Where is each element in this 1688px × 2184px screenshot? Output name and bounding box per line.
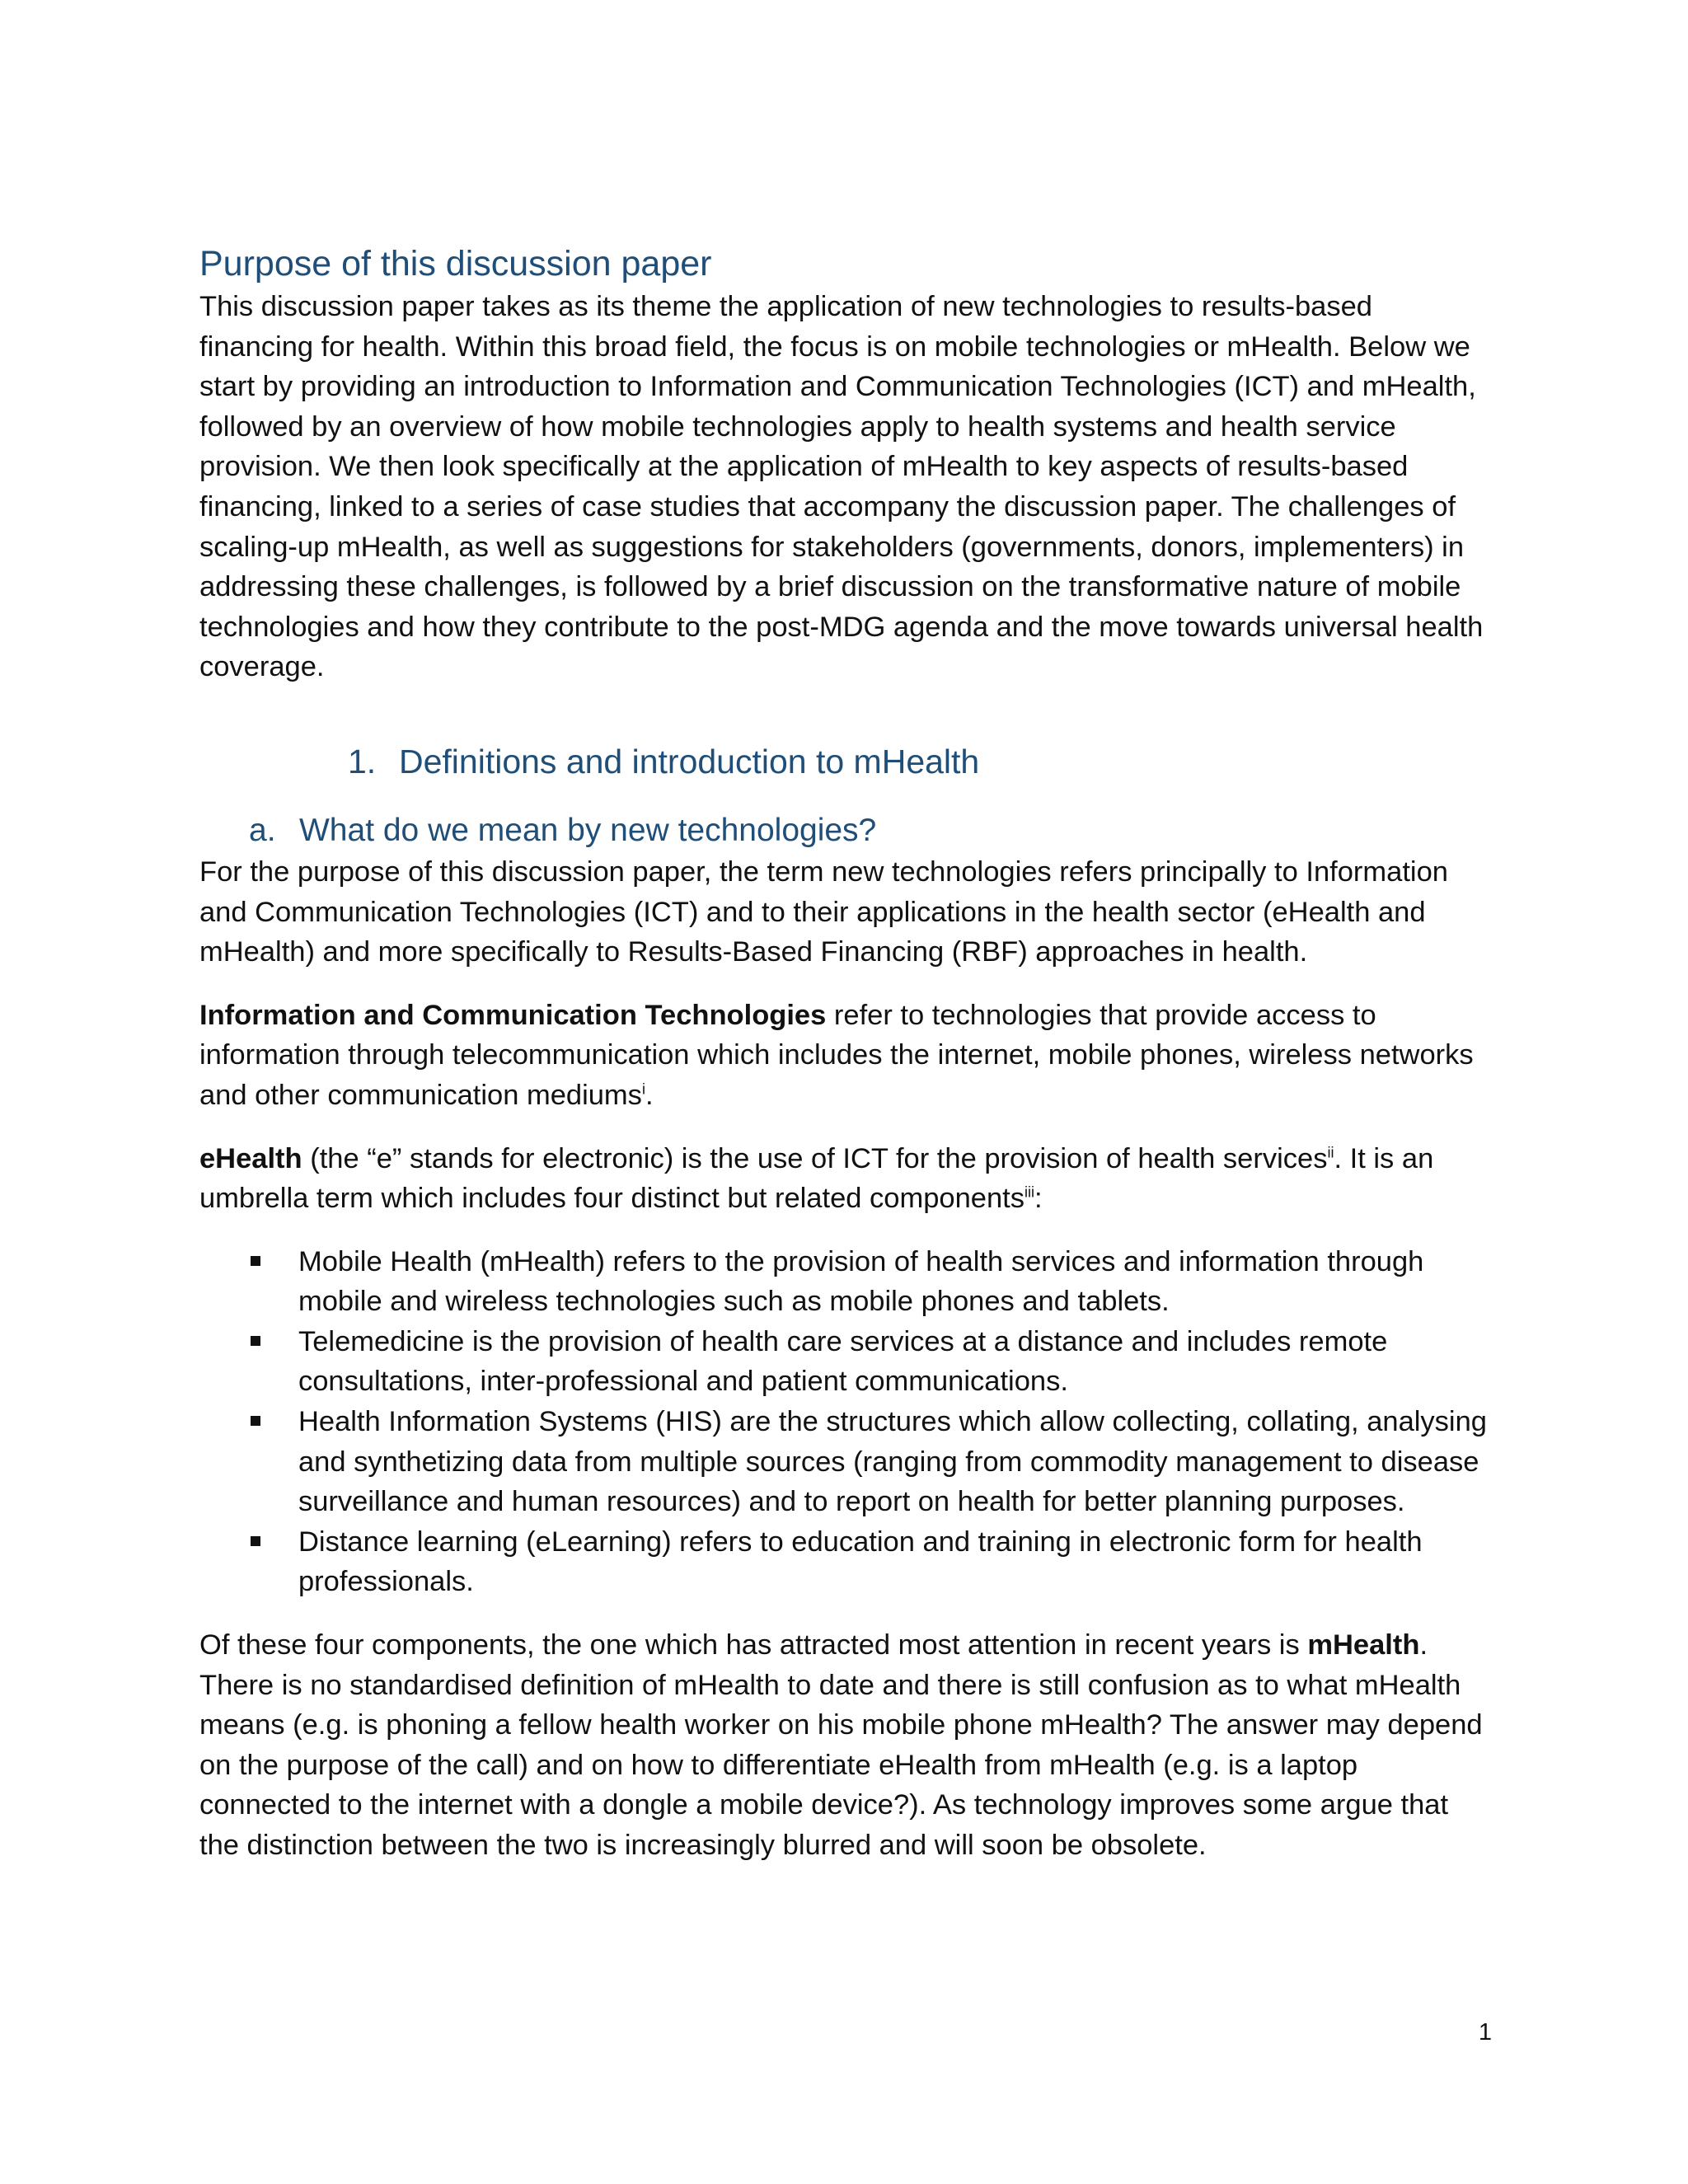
spacer: [199, 1219, 1490, 1242]
square-bullet-icon: [251, 1256, 260, 1266]
new-tech-paragraph: For the purpose of this discussion paper, the term new technologies refers principally to Information and Communication Technologies (ICT) and to their applications in the health sector (eHealth and mHealth) and more specifically to Results-Based Financing (RBF) approaches in health.: [199, 855, 1448, 968]
mhealth-term: mHealth: [1307, 1629, 1420, 1661]
footnote-ref-ii[interactable]: ii: [1327, 1144, 1334, 1160]
spacer: [199, 1602, 1490, 1625]
spacer: [199, 785, 1490, 809]
ehealth-term: eHealth: [199, 1142, 302, 1174]
footnote-ref-iii[interactable]: iii: [1025, 1183, 1034, 1201]
ict-term: Information and Communication Technologies: [199, 999, 827, 1031]
ehealth-text-1: (the “e” stands for electronic) is the use of ICT for the provision of health services: [302, 1142, 1328, 1174]
ict-text: refer to technologies that provide access to information through telecommunication which includes the internet, mobile phones, wireless networks and other communication mediums: [199, 999, 1474, 1111]
subsection-a-heading: [199, 809, 1490, 852]
list-item-text: Distance learning (eLearning) refers to education and training in electronic form for health professionals.: [298, 1526, 1423, 1598]
square-bullet-icon: [251, 1336, 260, 1346]
list-item: [199, 1322, 1490, 1402]
page-content: [199, 241, 1490, 1866]
square-bullet-icon: [251, 1536, 260, 1546]
section-1-title: Definitions and introduction to mHealth: [399, 742, 980, 780]
list-item: [199, 1522, 1490, 1602]
closing-text-1: Of these four components, the one which has attracted most attention in recent years is: [199, 1629, 1308, 1661]
list-item-text: Telemedicine is the provision of health care services at a distance and includes remote consultations, inter-professional and patient communications.: [298, 1325, 1388, 1398]
ehealth-text-2: . It is an umbrella term which includes four distinct but related components: [199, 1142, 1434, 1215]
page-number: 1: [1478, 2019, 1492, 2046]
section-1-heading: [199, 738, 1490, 785]
ict-definition-paragraph: [199, 996, 1490, 1116]
spacer: [199, 1116, 1490, 1139]
ehealth-end: :: [1034, 1183, 1043, 1215]
ehealth-components-list: [199, 1242, 1490, 1602]
purpose-heading: Purpose of this discussion paper: [199, 244, 712, 284]
section-1-number: 1.: [348, 742, 377, 780]
spacer: [199, 972, 1490, 996]
subsection-a-title: What do we mean by new technologies?: [299, 812, 877, 848]
subsection-a-letter: a.: [249, 812, 276, 848]
square-bullet-icon: [251, 1416, 260, 1426]
closing-text-2: . There is no standardised definition of mHealth to date and there is still confusion as to what mHealth means (e.g. is phoning a fellow health worker on his mobile phone mHealth? The answer may depend on the purpose of the call) and on how to differentiate eHealth from mHealth (e.g. is a laptop connected to the internet with a dongle a mobile device?). As technology improves some argue that the distinction between the two is increasingly blurred and will soon be obsolete.: [199, 1629, 1483, 1861]
ehealth-definition-paragraph: [199, 1139, 1490, 1219]
list-item-text: Mobile Health (mHealth) refers to the provision of health services and information through mobile and wireless technologies such as mobile phones and tablets.: [298, 1245, 1424, 1318]
list-item: [199, 1402, 1490, 1522]
list-item-text: Health Information Systems (HIS) are the structures which allow collecting, collating, analysing and synthetizing data from multiple sources (ranging from commodity management to disease surveillance and human resources) and to report on health for better planning purposes.: [298, 1406, 1487, 1518]
spacer: [199, 687, 1490, 738]
purpose-paragraph: This discussion paper takes as its theme the application of new technologies to results-based financing for health. Within this broad field, the focus is on mobile technologies or mHealth. Below we start by providing an introduction to Information and Communication Technologies (ICT) and mHealth, followed by an overview of how mobile technologies apply to health systems and health service provision. We then look specifically at the application of mHealth to key aspects of results-based financing, linked to a series of case studies that accompany the discussion paper. The challenges of scaling-up mHealth, as well as suggestions for stakeholders (governments, donors, implementers) in addressing these challenges, is followed by a brief discussion on the transformative nature of mobile technologies and how they contribute to the post-MDG agenda and the move towards universal health coverage.: [199, 291, 1484, 683]
ict-end: .: [645, 1079, 654, 1111]
list-item: [199, 1242, 1490, 1322]
footnote-ref-i[interactable]: i: [641, 1080, 645, 1098]
mhealth-closing-paragraph: [199, 1625, 1490, 1866]
